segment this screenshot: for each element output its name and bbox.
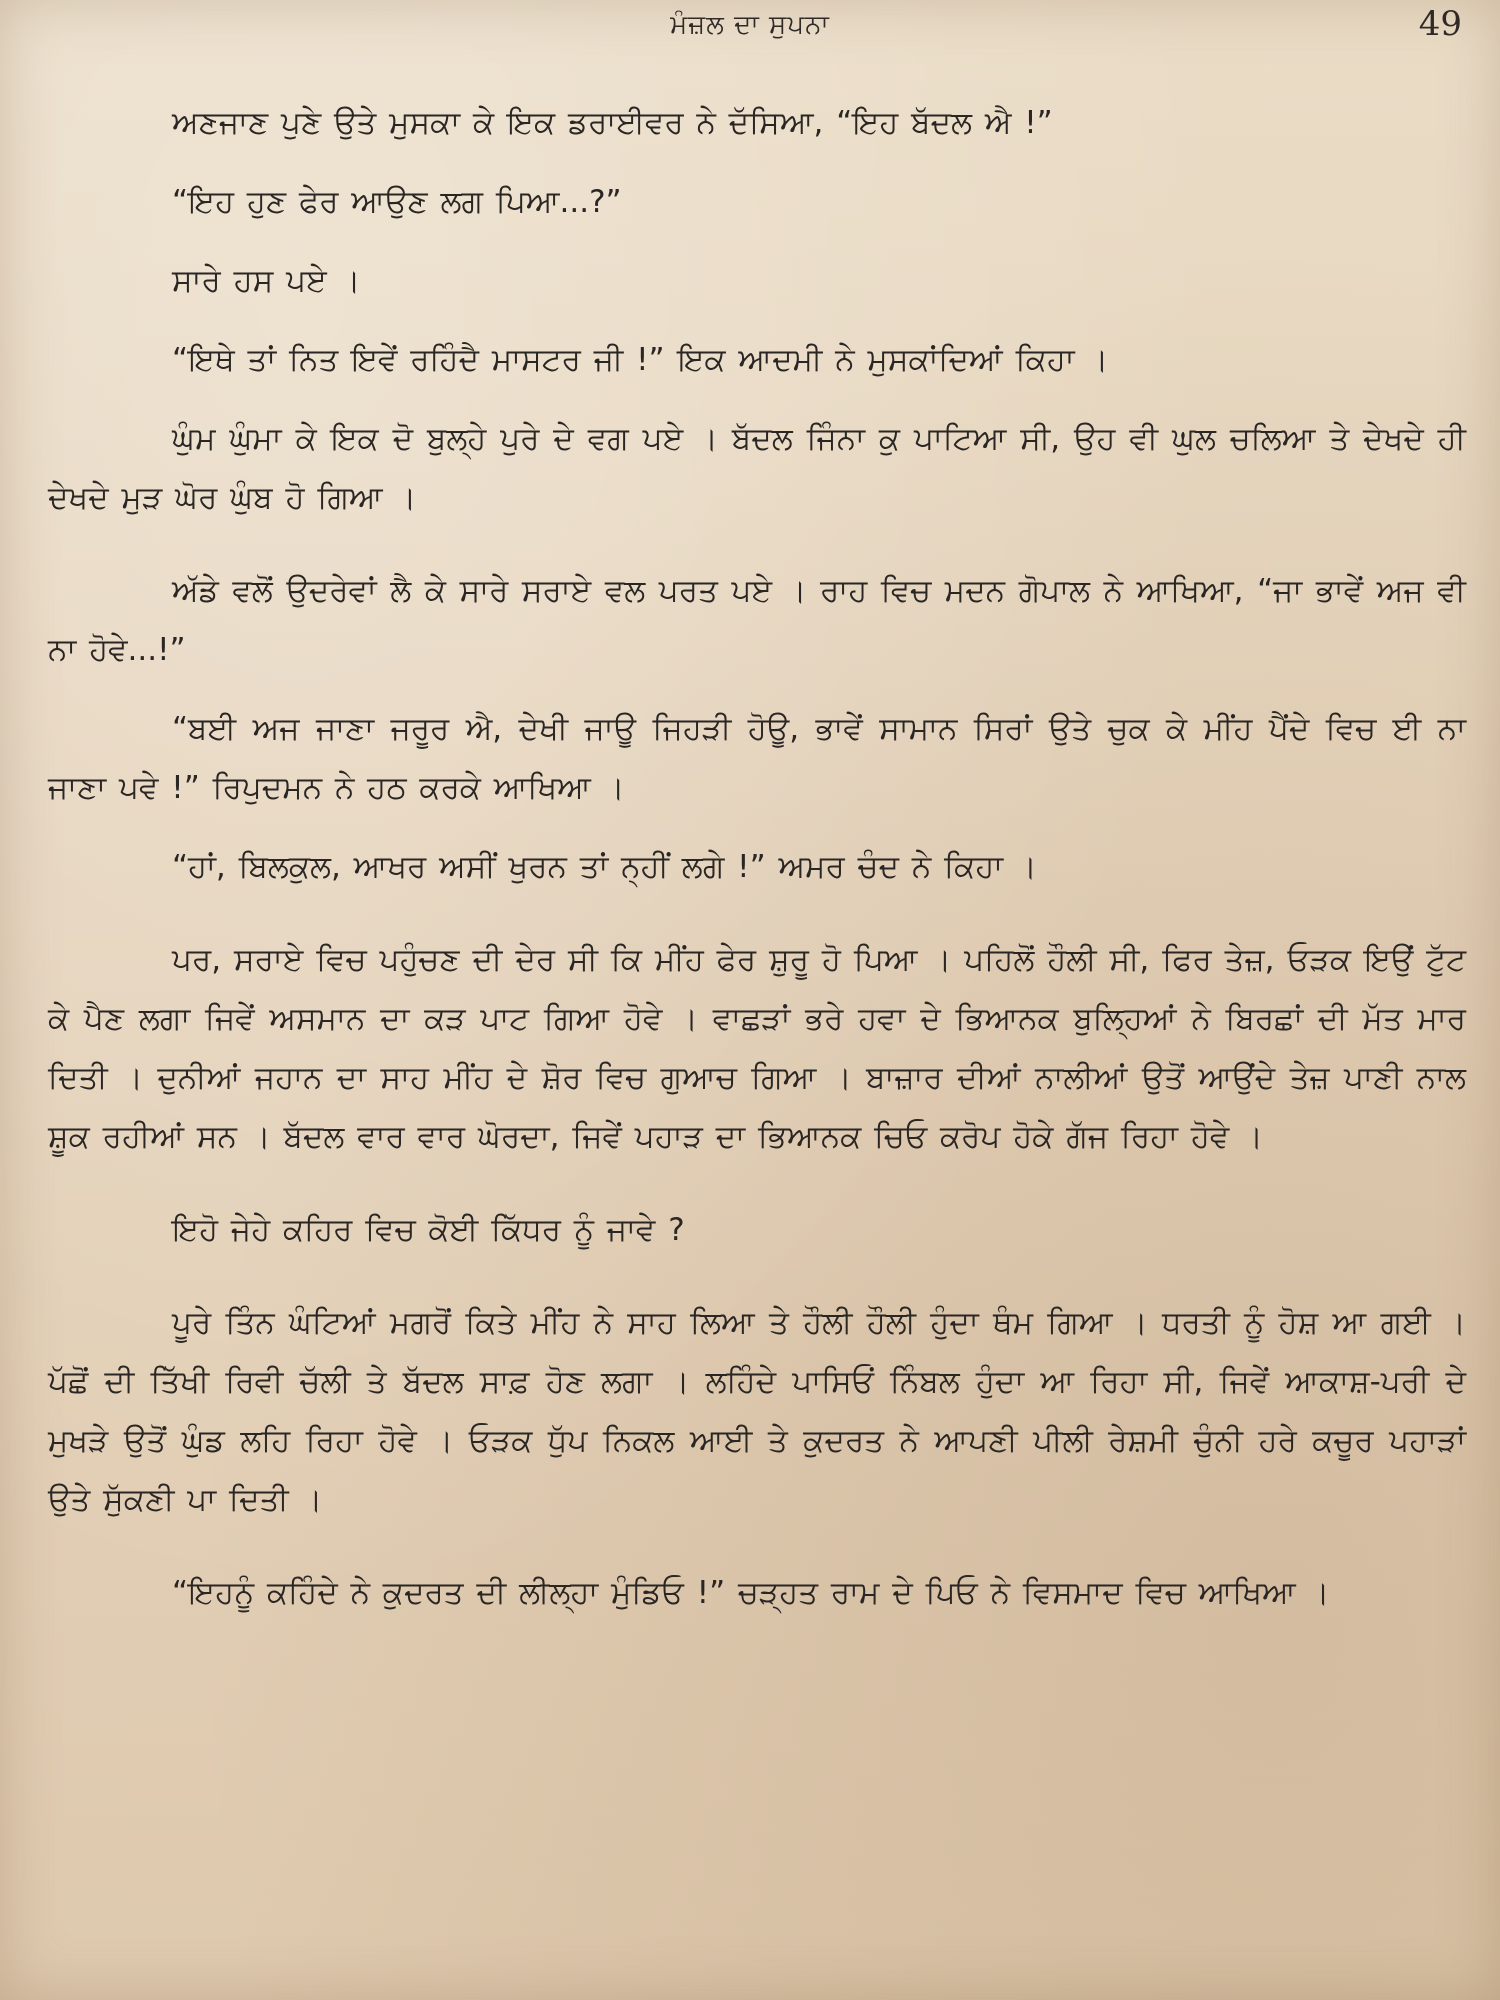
paragraph: ਇਹੋ ਜੇਹੇ ਕਹਿਰ ਵਿਚ ਕੋਈ ਕਿੱਧਰ ਨੂੰ ਜਾਵੇ ? [172, 1212, 685, 1248]
paragraph: ਅੱਡੇ ਵਲੋਂ ਉਦਰੇਵਾਂ ਲੈ ਕੇ ਸਾਰੇ ਸਰਾਏ ਵਲ ਪਰਤ ਪਏ । ਰਾਹ ਵਿਚ ਮਦਨ ਗੋਪਾਲ ਨੇ ਆਖਿਆ, “ਜਾ ਭਾਵੇਂ ਅਜ ਵੀ ਨਾ ਹੋਵੇ...!” [48, 573, 1466, 668]
body-text [48, 94, 1466, 1643]
paragraph: “ਇਹਨੂੰ ਕਹਿੰਦੇ ਨੇ ਕੁਦਰਤ ਦੀ ਲੀਲ੍ਹਾ ਮੁੰਡਿਓ !” ਚੜ੍ਹਤ ਰਾਮ ਦੇ ਪਿਓ ਨੇ ਵਿਸਮਾਦ ਵਿਚ ਆਖਿਆ । [172, 1575, 1330, 1611]
paragraph: ਅਣਜਾਣ ਪੁਣੇ ਉਤੇ ਮੁਸਕਾ ਕੇ ਇਕ ਡਰਾਈਵਰ ਨੇ ਦੱਸਿਆ, “ਇਹ ਬੱਦਲ ਐ !” [172, 105, 1053, 141]
chapter-title: ਮੰਜ਼ਲ ਦਾ ਸੁਪਨਾ [670, 10, 830, 40]
paragraph: ਪਰ, ਸਰਾਏ ਵਿਚ ਪਹੁੰਚਣ ਦੀ ਦੇਰ ਸੀ ਕਿ ਮੀਂਹ ਫੇਰ ਸ਼ੁਰੂ ਹੋ ਪਿਆ । ਪਹਿਲੋਂ ਹੌਲੀ ਸੀ, ਫਿਰ ਤੇਜ਼, ਓੜਕ ਇਉਂ ਟੁੱਟ ਕੇ ਪੈਣ ਲਗਾ ਜਿਵੇਂ ਅਸਮਾਨ ਦਾ ਕੜ ਪਾਟ ਗਿਆ ਹੋਵੇ । ਵਾਛੜਾਂ ਭਰੇ ਹਵਾ ਦੇ ਭਿਆਨਕ ਬੁਲ੍ਹਿਆਂ ਨੇ ਬਿਰਛਾਂ ਦੀ ਮੱਤ ਮਾਰ ਦਿਤੀ । ਦੁਨੀਆਂ ਜਹਾਨ ਦਾ ਸਾਹ ਮੀਂਹ ਦੇ ਸ਼ੋਰ ਵਿਚ ਗੁਆਚ ਗਿਆ । ਬਾਜ਼ਾਰ ਦੀਆਂ ਨਾਲੀਆਂ ਉਤੋਂ ਆਉਂਦੇ ਤੇਜ਼ ਪਾਣੀ ਨਾਲ ਸ਼ੂਕ ਰਹੀਆਂ ਸਨ । ਬੱਦਲ ਵਾਰ ਵਾਰ ਘੋਰਦਾ, ਜਿਵੇਂ ਪਹਾੜ ਦਾ ਭਿਆਨਕ ਚਿਓ ਕਰੋਪ ਹੋਕੇ ਗੱਜ ਰਿਹਾ ਹੋਵੇ । [48, 942, 1466, 1155]
page-number: 49 [1418, 4, 1462, 44]
paragraph: “ਹਾਂ, ਬਿਲਕੁਲ, ਆਖਰ ਅਸੀਂ ਖੁਰਨ ਤਾਂ ਨ੍ਹੀਂ ਲਗੇ !” ਅਮਰ ਚੰਦ ਨੇ ਕਿਹਾ । [172, 849, 1037, 885]
paragraph: “ਬਈ ਅਜ ਜਾਣਾ ਜਰੂਰ ਐ, ਦੇਖੀ ਜਾਊ ਜਿਹੜੀ ਹੋਊ, ਭਾਵੇਂ ਸਾਮਾਨ ਸਿਰਾਂ ਉਤੇ ਚੁਕ ਕੇ ਮੀਂਹ ਪੈਂਦੇ ਵਿਚ ਈ ਨਾ ਜਾਣਾ ਪਵੇ !” ਰਿਪੁਦਮਨ ਨੇ ਹਠ ਕਰਕੇ ਆਖਿਆ । [48, 711, 1466, 806]
paragraph: ਸਾਰੇ ਹਸ ਪਏ । [172, 263, 361, 299]
paragraph: “ਇਥੇ ਤਾਂ ਨਿਤ ਇਵੇਂ ਰਹਿੰਦੈ ਮਾਸਟਰ ਜੀ !” ਇਕ ਆਦਮੀ ਨੇ ਮੁਸਕਾਂਦਿਆਂ ਕਿਹਾ । [172, 342, 1109, 378]
paragraph: “ਇਹ ਹੁਣ ਫੇਰ ਆਉਣ ਲਗ ਪਿਆ...?” [172, 184, 622, 220]
paragraph: ਘੁੰਮ ਘੁੰਮਾ ਕੇ ਇਕ ਦੋ ਬੁਲ੍ਹੇ ਪੁਰੇ ਦੇ ਵਗ ਪਏ । ਬੱਦਲ ਜਿੰਨਾ ਕੁ ਪਾਟਿਆ ਸੀ, ਉਹ ਵੀ ਘੁਲ ਚਲਿਆ ਤੇ ਦੇਖਦੇ ਹੀ ਦੇਖਦੇ ਮੁੜ ਘੋਰ ਘੁੰਬ ਹੋ ਗਿਆ । [48, 421, 1466, 516]
running-header [0, 4, 1500, 44]
paragraph: ਪੂਰੇ ਤਿੰਨ ਘੰਟਿਆਂ ਮਗਰੋਂ ਕਿਤੇ ਮੀਂਹ ਨੇ ਸਾਹ ਲਿਆ ਤੇ ਹੌਲੀ ਹੌਲੀ ਹੁੰਦਾ ਥੰਮ ਗਿਆ । ਧਰਤੀ ਨੂੰ ਹੋਸ਼ ਆ ਗਈ । ਪੱਛੋਂ ਦੀ ਤਿੱਖੀ ਰਿਵੀ ਚੱਲੀ ਤੇ ਬੱਦਲ ਸਾਫ਼ ਹੋਣ ਲਗਾ । ਲਹਿੰਦੇ ਪਾਸਿਓਂ ਨਿੰਬਲ ਹੁੰਦਾ ਆ ਰਿਹਾ ਸੀ, ਜਿਵੇਂ ਆਕਾਸ਼-ਪਰੀ ਦੇ ਮੁਖੜੇ ਉਤੋਂ ਘੁੰਡ ਲਹਿ ਰਿਹਾ ਹੋਵੇ । ਓੜਕ ਧੁੱਪ ਨਿਕਲ ਆਈ ਤੇ ਕੁਦਰਤ ਨੇ ਆਪਣੀ ਪੀਲੀ ਰੇਸ਼ਮੀ ਚੁੰਨੀ ਹਰੇ ਕਚੂਰ ਪਹਾੜਾਂ ਉਤੇ ਸੁੱਕਣੀ ਪਾ ਦਿਤੀ । [48, 1305, 1466, 1518]
